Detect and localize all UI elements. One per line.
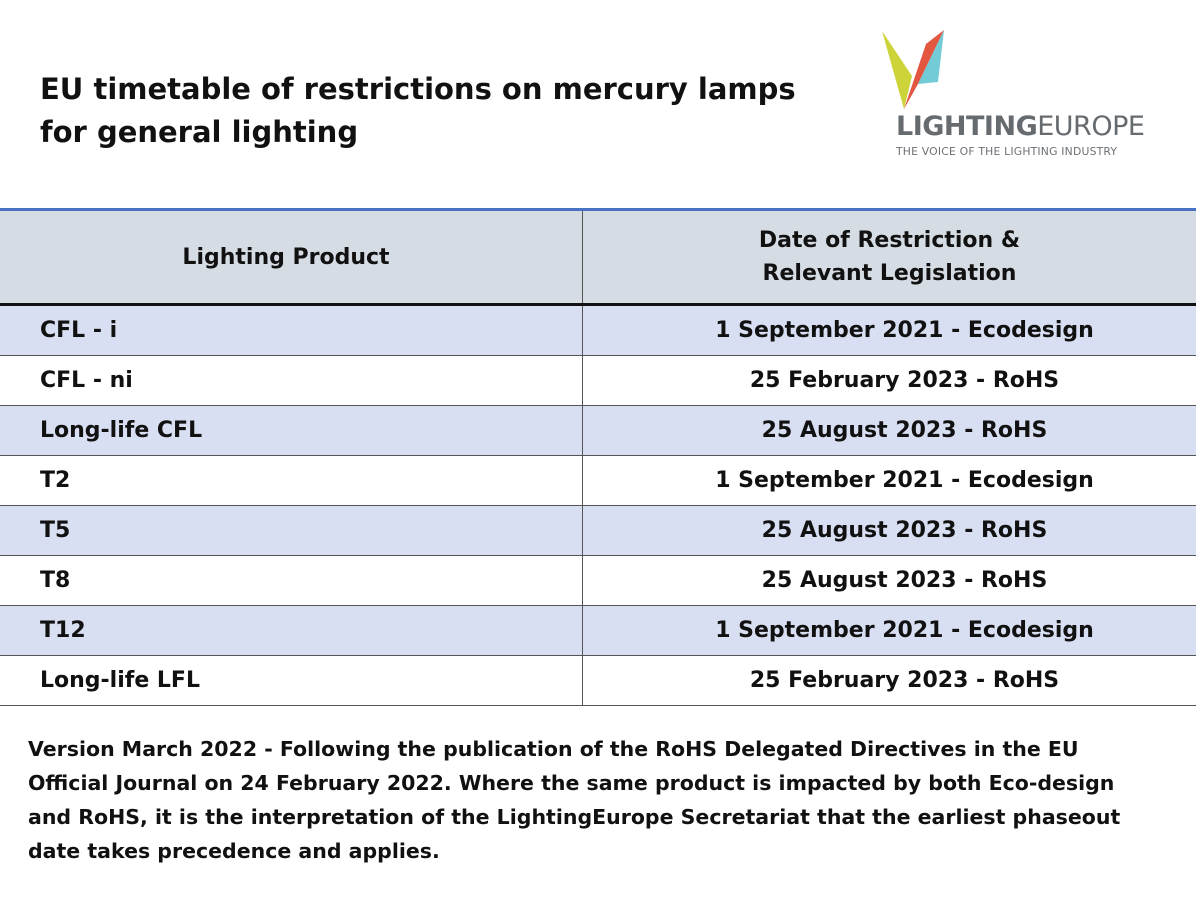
header-date-legislation: Date of Restriction & Relevant Legislation [582, 211, 1196, 303]
page-title [40, 68, 840, 154]
table-row [0, 306, 1196, 356]
product-cell: Long-life CFL [40, 418, 203, 443]
logo-tagline: THE VOICE OF THE LIGHTING INDUSTRY [896, 145, 1118, 158]
date-cell: 1 September 2021 - Ecodesign [582, 606, 1196, 655]
table-row [0, 656, 1196, 706]
logo-mark-icon [878, 26, 958, 116]
date-cell: 25 February 2023 - RoHS [582, 656, 1196, 705]
date-cell: 25 August 2023 - RoHS [582, 556, 1196, 605]
date-cell: 1 September 2021 - Ecodesign [582, 306, 1196, 355]
table-header [0, 211, 1196, 306]
table-row [0, 456, 1196, 506]
table-row [0, 506, 1196, 556]
product-cell: Long-life LFL [40, 668, 200, 693]
table-row [0, 406, 1196, 456]
table-row [0, 556, 1196, 606]
product-cell: T12 [40, 618, 86, 643]
restrictions-table [0, 208, 1196, 706]
product-cell: T8 [40, 568, 71, 593]
page-title-line1: EU timetable of restrictions on mercury lamps [40, 72, 796, 106]
date-cell: 25 August 2023 - RoHS [582, 406, 1196, 455]
page-title-line2: for general lighting [40, 115, 359, 149]
product-cell: T5 [40, 518, 71, 543]
date-cell: 1 September 2021 - Ecodesign [582, 456, 1196, 505]
date-cell: 25 August 2023 - RoHS [582, 506, 1196, 555]
lightingeurope-logo [878, 26, 1158, 166]
product-cell: T2 [40, 468, 71, 493]
product-cell: CFL - i [40, 318, 118, 343]
date-cell: 25 February 2023 - RoHS [582, 356, 1196, 405]
product-cell: CFL - ni [40, 368, 133, 393]
logo-wordmark: LIGHTINGEUROPE [896, 111, 1145, 142]
table-row [0, 356, 1196, 406]
table-row [0, 606, 1196, 656]
version-footnote: Version March 2022 - Following the publication of the RoHS Delegated Directives in the EU Official Journal on 24 February 2022. Where the same product is impacted by both Eco-design and RoHS, it is the interpretation of the LightingEurope Secretariat that the earliest phaseout date takes precedence and applies. [28, 737, 1121, 863]
header-lighting-product: Lighting Product [182, 244, 390, 270]
